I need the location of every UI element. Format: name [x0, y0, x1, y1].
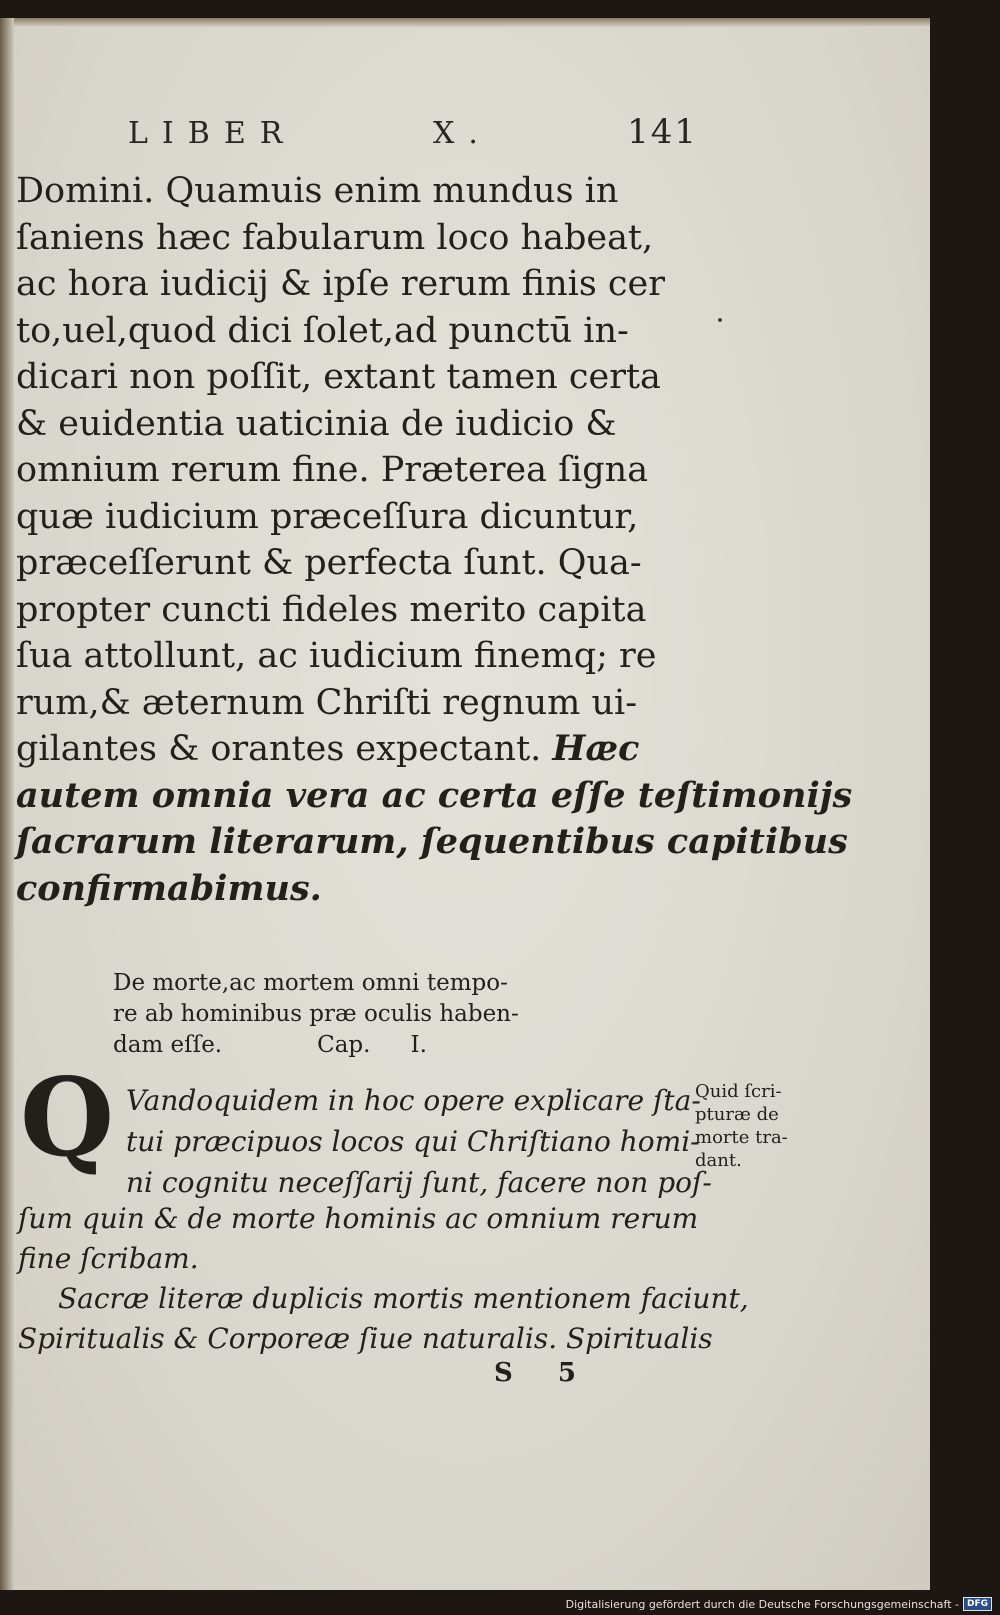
- italic-paragraph: [18, 1199, 749, 1359]
- text-line: ſaniens hæc fabularum loco habeat,: [16, 217, 654, 258]
- italic-line: fine ſcribam.: [18, 1242, 199, 1275]
- dfg-logo: DFG: [963, 1597, 992, 1611]
- marginal-line: Quid ſcri-: [695, 1081, 782, 1102]
- italic-line: tui præcipuos locos qui Chriſtiano homi-: [126, 1125, 700, 1158]
- footer-text: Digitalisierung gefördert durch die Deutsche Forschungsgemeinschaft -: [565, 1597, 959, 1611]
- italic-line: ſum quin & de morte hominis ac omnium rerum: [18, 1202, 699, 1235]
- book-number: X.: [433, 116, 492, 151]
- text-line: quæ iudicium præceſſura dicuntur,: [16, 496, 639, 537]
- text-line: rum,& æternum Chriſti regnum ui-: [16, 682, 638, 723]
- chapter-number: I.: [410, 1032, 427, 1058]
- running-header: [128, 112, 698, 156]
- italic-line: ſacrarum literarum, ſequentibus capitibus: [16, 821, 848, 862]
- italic-line: autem omnia vera ac certa eſſe teſtimonijs: [16, 774, 853, 816]
- marginal-line: morte tra-: [695, 1127, 788, 1148]
- footer-credit: [566, 1595, 992, 1613]
- page-number: 141: [627, 112, 698, 152]
- signature-mark: S 5: [494, 1358, 594, 1388]
- marginal-line: dant.: [695, 1150, 742, 1171]
- text-line: ſua attollunt, ac iudicium finemq; re: [16, 636, 657, 676]
- italic-line: ni cognitu neceſſarij ſunt, facere non poſ-: [126, 1166, 712, 1199]
- text-line: & euidentia uaticinia de iudicio &: [16, 403, 617, 444]
- italic-line: Sacræ literæ duplicis mortis mentionem faciunt,: [58, 1282, 749, 1315]
- marginal-note: [695, 1080, 815, 1172]
- running-title: LIBER: [128, 116, 297, 151]
- page-gutter-shadow: [0, 18, 14, 1590]
- italic-line: confirmabimus.: [16, 867, 322, 909]
- drop-cap-paragraph: [126, 1080, 712, 1203]
- italic-start: Hæc: [552, 728, 640, 769]
- text-line: dicari non poſſit, extant tamen certa: [16, 357, 661, 397]
- text-line: to,uel,quod dici ſolet,ad punctū in-: [16, 310, 629, 351]
- text-line: præceſſerunt & perfecta ſunt. Qua-: [16, 543, 642, 583]
- page-top-edge: [0, 18, 930, 28]
- book-page: [0, 18, 930, 1590]
- chapter-heading-line: [113, 1030, 593, 1061]
- text-line: gilantes & orantes expectant.: [16, 729, 542, 769]
- italic-line: Spiritualis & Corporeæ ſiue naturalis. Spiritualis: [18, 1322, 713, 1355]
- marginal-line: pturæ de: [695, 1104, 779, 1125]
- main-text: [16, 168, 853, 912]
- text-line: Domini. Quamuis enim mundus in: [16, 171, 619, 211]
- text-line-with-italic: [16, 726, 686, 773]
- chapter-heading: [113, 968, 593, 1061]
- text-line: ac hora iudicij & ipſe rerum finis cer: [16, 264, 665, 304]
- ink-spot: [718, 318, 722, 322]
- text-line: omnium rerum fine. Præterea ſigna: [16, 450, 649, 490]
- chapter-heading-line: re ab hominibus præ oculis haben-: [113, 1001, 519, 1027]
- drop-cap: Q: [20, 1055, 115, 1181]
- chapter-heading-line: De morte,ac mortem omni tempo-: [113, 970, 508, 996]
- text-line: propter cuncti fideles merito capita: [16, 589, 647, 630]
- chapter-heading-end: dam eſſe.: [113, 1032, 223, 1058]
- italic-line: Vandoquidem in hoc opere explicare ſta-: [126, 1084, 701, 1117]
- chapter-label: Cap.: [317, 1032, 371, 1058]
